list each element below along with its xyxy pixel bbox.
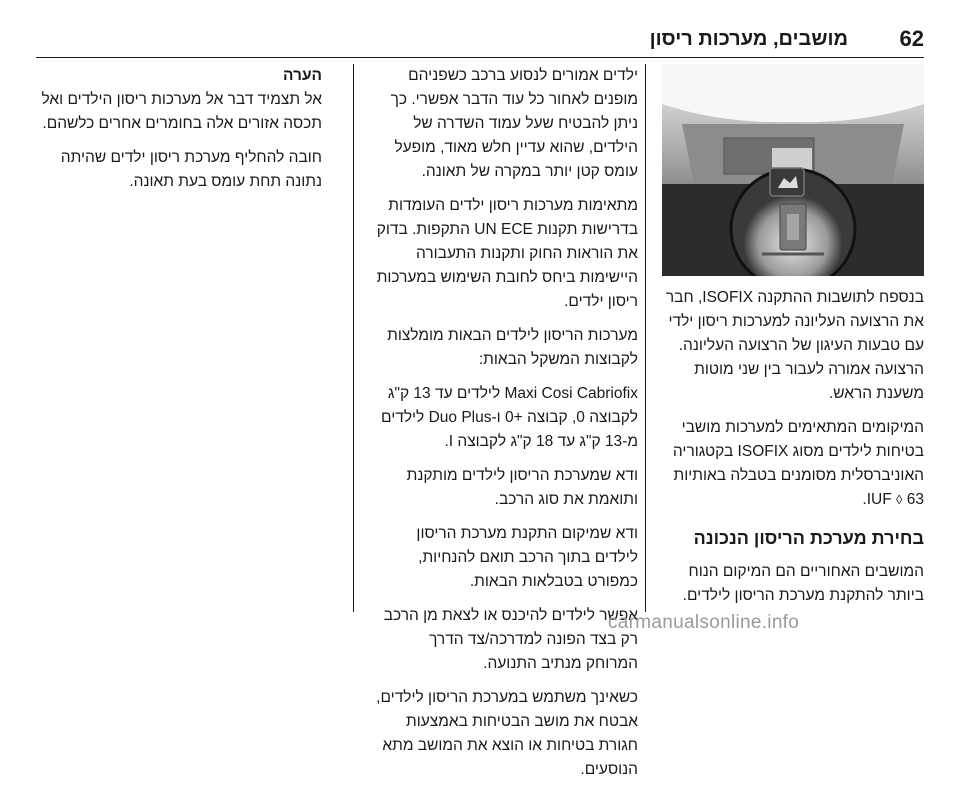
header-rule: [36, 57, 924, 58]
page-header: [0, 0, 960, 60]
section-heading: בחירת מערכת הריסון הנכונה: [693, 528, 924, 548]
iuf-locations-paragraph: [662, 416, 924, 512]
page-title: מושבים, מערכות ריסון: [649, 28, 848, 50]
rear-seats-paragraph: המושבים האחוריים הם המיקום הנוח ביותר להתקנת מערכת הריסון לילדים.: [682, 563, 924, 604]
iuf-page-ref: 63.: [862, 491, 924, 508]
note-paragraph-2: חובה להחליף מערכת ריסון ילדים שהיתה נתונה תחת עומס בעת תאונה.: [60, 149, 322, 190]
vehicle-fit-paragraph: ודא שמערכת הריסון לילדים מותקנת ותואמת את סוג הרכב.: [406, 467, 638, 508]
isofix-illustration: [662, 64, 924, 276]
install-position-paragraph: ודא שמיקום התקנת מערכת הריסון לילדים בתוך הרכב תואם להנחיות, כמפורט בטבלאות הבאות.: [416, 525, 638, 590]
note-title: הערה: [283, 67, 322, 84]
column-middle: [376, 64, 638, 792]
rear-facing-paragraph: ילדים אמורים לנסוע ברכב כשפניהם מופנים לאחור כל עוד הדבר אפשרי. כך ניתן להבטיח שעל עמוד השדרה של הילדים, שהוא עדיין חלש מאוד, מופעל עומס קטן יותר במקרה של תאונה.: [390, 67, 638, 180]
column-right: [662, 64, 924, 618]
maxi-cosi-paragraph: Maxi Cosi Cabriofix לילדים עד 13 ק"ג לקבוצה 0, קבוצה +0 ו-Duo Plus לילדים מ-13 ק"ג עד 18 ק"ג לקבוצה I.: [381, 385, 638, 450]
recommended-systems-paragraph: מערכות הריסון לילדים הבאות מומלצות לקבוצות המשקל הבאות:: [387, 327, 638, 368]
column-left: [40, 64, 322, 204]
isofix-anchorage-paragraph: בנספח לתושבות ההתקנה ISOFIX, חבר את הרצועה העליונה למערכות ריסון ילדי עם טבעות העיגון של הרצועה העליונה. הרצועה אמורה לעבור בין שני מוטות משענת הראש.: [665, 289, 924, 402]
iuf-text: המיקומים המתאימים למערכות מושבי בטיחות לילדים מסוג ISOFIX בקטגוריה האוניברסלית מסומנים בטבלה באותיות IUF: [672, 419, 924, 508]
column-divider-left: [353, 64, 354, 612]
un-ece-paragraph: מתאימות מערכות ריסון ילדים העומדות בדרישות תקנות UN ECE התקפות. בדוק את הוראות החוק ותקנות התעבורה היישימות ביחס לחובת השימוש במערכות ריסון ילדים.: [376, 197, 638, 310]
note-paragraph-1: אל תצמיד דבר אל מערכות ריסון הילדים ואל תכסה אזורים אלה בחומרים אחרים כלשהם.: [41, 91, 322, 132]
secure-when-unused-paragraph: כשאינך משתמש במערכת הריסון לילדים, אבטח את מושב הבטיחות באמצעות חגורת בטיחות או הוצא את המושב מתא הנוסעים.: [376, 689, 638, 778]
isofix-photo: [662, 64, 924, 276]
page-number: 62: [899, 26, 924, 51]
watermark: carmanualsonline.info: [608, 612, 800, 633]
reference-arrow-icon: ◊: [896, 492, 903, 507]
curb-side-paragraph: אפשר לילדים להיכנס או לצאת מן הרכב רק בצד הפונה למדרכה/צד הדרך המרוחק מנתיב התנועה.: [383, 607, 638, 672]
column-divider-right: [645, 64, 646, 612]
